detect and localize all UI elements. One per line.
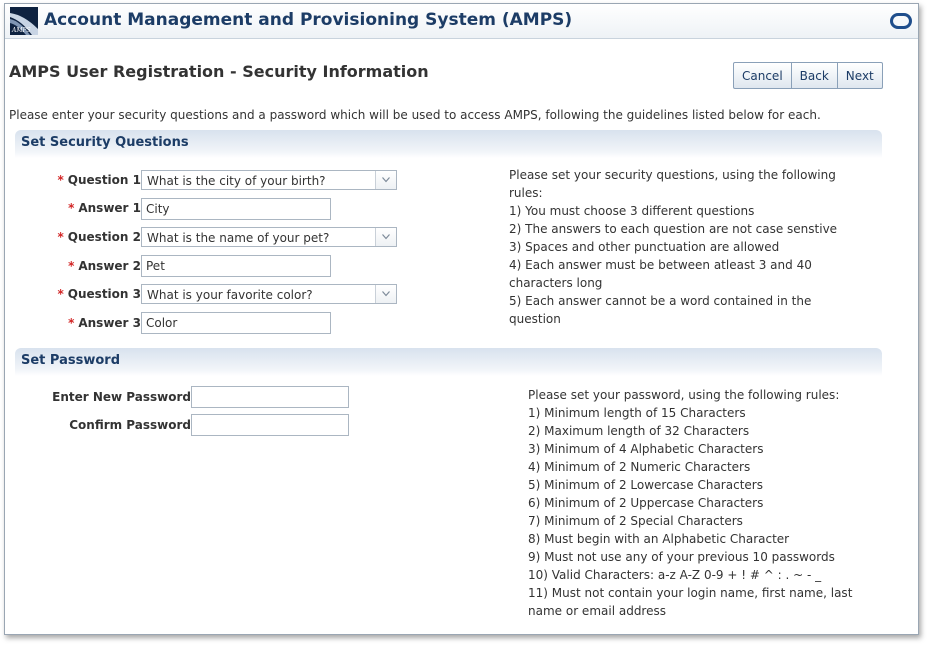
question-2-select[interactable] xyxy=(141,227,397,247)
security-rules xyxy=(509,166,859,328)
security-rules-intro: Please set your security questions, using the following rules: xyxy=(509,168,836,200)
password-rule: 9) Must not use any of your previous 10 passwords xyxy=(528,550,835,564)
next-button[interactable]: Next xyxy=(837,63,882,88)
password-rule: 5) Minimum of 2 Lowercase Characters xyxy=(528,478,763,492)
app-window xyxy=(4,3,919,635)
cancel-button[interactable]: Cancel xyxy=(734,63,791,88)
question-1-select[interactable] xyxy=(141,170,397,190)
required-mark: * xyxy=(68,316,75,330)
security-rule: 1) You must choose 3 different questions xyxy=(509,204,755,218)
required-mark: * xyxy=(57,173,64,187)
new-password-input[interactable] xyxy=(191,386,349,408)
confirm-password-input[interactable] xyxy=(191,414,349,436)
chevron-down-icon[interactable] xyxy=(375,285,396,303)
logo-text: AMPS xyxy=(12,27,31,34)
answer-1-label-text: Answer 1 xyxy=(78,201,141,215)
question-1-value: What is the city of your birth? xyxy=(147,174,326,188)
question-2-label xyxy=(58,230,141,244)
password-rule: 4) Minimum of 2 Numeric Characters xyxy=(528,460,751,474)
password-rule: 1) Minimum length of 15 Characters xyxy=(528,406,746,420)
security-rule: 4) Each answer must be between atleast 3 and 40 characters long xyxy=(509,258,812,290)
confirm-password-label: Confirm Password xyxy=(69,418,191,432)
password-panel xyxy=(15,348,882,632)
question-3-label-text: Question 3 xyxy=(67,287,141,301)
app-title: Account Management and Provisioning System (AMPS) xyxy=(44,10,573,30)
chevron-down-icon[interactable] xyxy=(375,171,396,189)
password-rule: 7) Minimum of 2 Special Characters xyxy=(528,514,743,528)
required-mark: * xyxy=(68,201,75,215)
password-rule: 8) Must begin with an Alphabetic Character xyxy=(528,532,790,546)
intro-text: Please enter your security questions and a password which will be used to access AMPS, following the guidelines listed below for each. xyxy=(9,108,821,122)
app-header xyxy=(5,4,918,39)
answer-2-label xyxy=(68,259,141,273)
answer-3-input[interactable] xyxy=(141,312,331,334)
required-mark: * xyxy=(57,287,64,301)
password-panel-title: Set Password xyxy=(21,353,121,368)
amps-logo-icon xyxy=(10,7,38,35)
security-rule: 5) Each answer cannot be a word contained in the question xyxy=(509,294,812,326)
question-3-label xyxy=(58,287,141,301)
password-rule: 6) Minimum of 2 Uppercase Characters xyxy=(528,496,764,510)
page-title: AMPS User Registration - Security Information xyxy=(9,62,429,81)
security-panel-title: Set Security Questions xyxy=(21,135,189,150)
password-rules-intro: Please set your password, using the following rules: xyxy=(528,388,840,402)
question-2-value: What is the name of your pet? xyxy=(147,231,330,245)
required-mark: * xyxy=(57,230,64,244)
oracle-icon[interactable] xyxy=(890,13,912,29)
answer-3-label-text: Answer 3 xyxy=(78,316,141,330)
chevron-down-icon[interactable] xyxy=(375,228,396,246)
question-3-select[interactable] xyxy=(141,284,397,304)
answer-1-label xyxy=(68,201,141,215)
security-questions-panel xyxy=(15,130,882,344)
security-rule: 2) The answers to each question are not case senstive xyxy=(509,222,838,236)
back-button[interactable]: Back xyxy=(791,63,837,88)
password-rule: 2) Maximum length of 32 Characters xyxy=(528,424,750,438)
new-password-label: Enter New Password xyxy=(52,390,191,404)
question-1-label-text: Question 1 xyxy=(67,173,141,187)
question-3-value: What is your favorite color? xyxy=(147,288,313,302)
required-mark: * xyxy=(68,259,75,273)
answer-1-input[interactable] xyxy=(141,198,331,220)
navigation-buttons xyxy=(733,62,883,89)
answer-2-label-text: Answer 2 xyxy=(78,259,141,273)
password-rule: 3) Minimum of 4 Alphabetic Characters xyxy=(528,442,764,456)
security-rule: 3) Spaces and other punctuation are allowed xyxy=(509,240,780,254)
password-rule: 10) Valid Characters: a-z A-Z 0-9 + ! # ^ : . ~ - _ xyxy=(528,568,822,582)
password-rules xyxy=(528,386,868,620)
question-2-label-text: Question 2 xyxy=(67,230,141,244)
question-1-label xyxy=(58,173,141,187)
answer-3-label xyxy=(68,316,141,330)
password-rule: 11) Must not contain your login name, first name, last name or email address xyxy=(528,586,853,618)
answer-2-input[interactable] xyxy=(141,255,331,277)
